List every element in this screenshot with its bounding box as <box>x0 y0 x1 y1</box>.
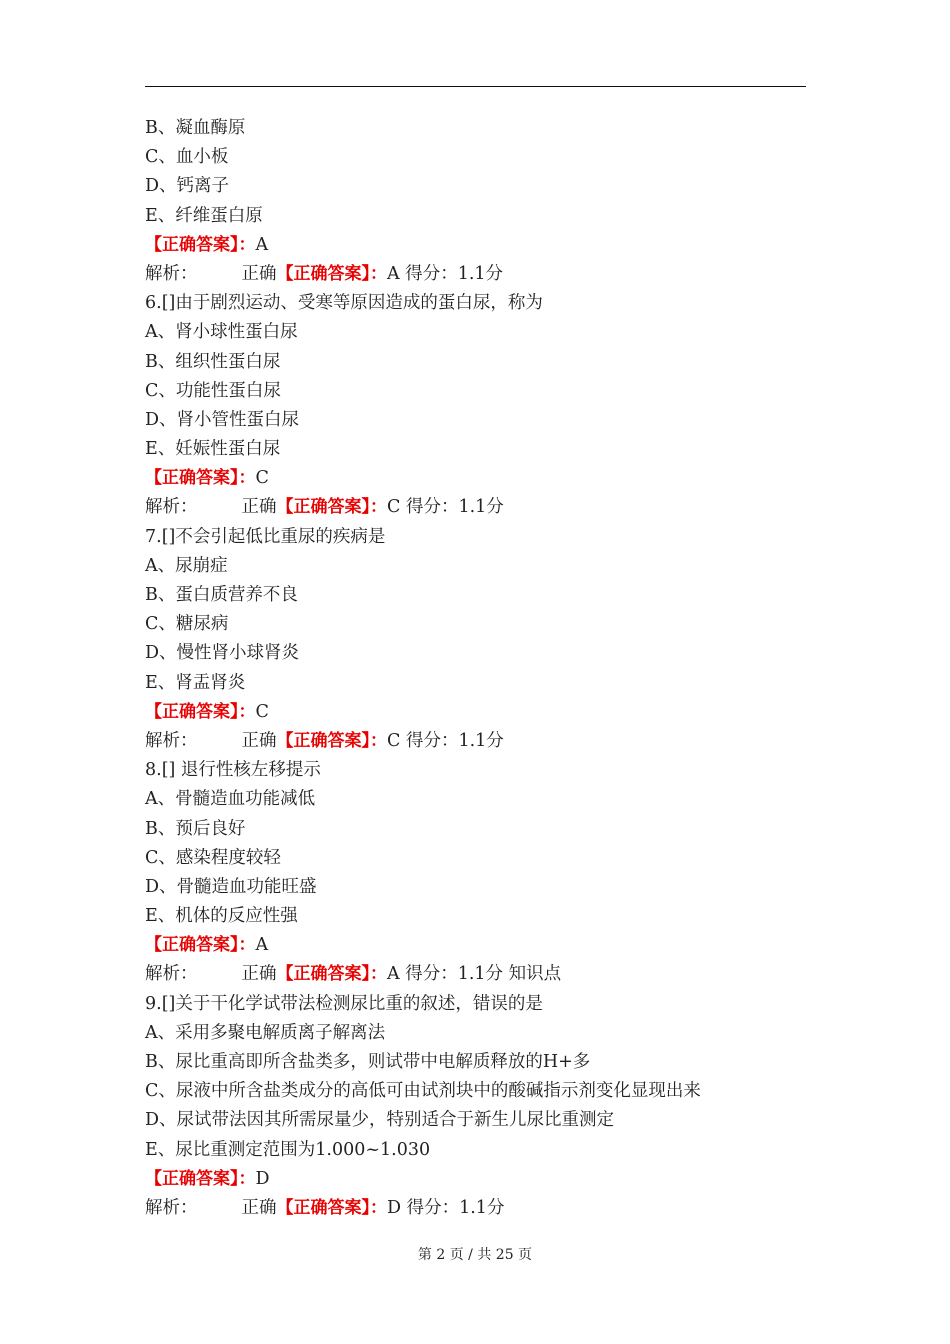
text-line: E、纤维蛋白原 <box>145 205 263 226</box>
answer-value: A <box>255 234 269 255</box>
answer-label: 【正确答案】： <box>276 263 387 284</box>
answer-value: A <box>255 935 269 956</box>
text-line: 9.[]关于干化学试带法检测尿比重的叙述，错误的是 <box>145 993 543 1014</box>
page-footer: 第 2 页 / 共 25 页 <box>417 1247 533 1263</box>
text-line: D、骨髓造血功能旺盛 <box>145 876 317 897</box>
answer-line <box>145 231 825 260</box>
score-text: 得分：1.1分 <box>406 1197 505 1218</box>
analysis-status: 正确 <box>241 497 277 518</box>
text-line: C、尿液中所含盐类成分的高低可由试剂块中的酸碱指示剂变化显现出来 <box>145 1081 701 1102</box>
analysis-prefix: 解析： <box>145 497 198 518</box>
answer-line <box>145 1165 825 1194</box>
score-text: 得分：1.1分 知识点 <box>405 964 562 985</box>
answer-line <box>145 931 825 960</box>
analysis-status: 正确 <box>241 964 277 985</box>
header-rule <box>145 86 806 87</box>
analysis-prefix: 解析： <box>145 730 198 751</box>
answer-label: 【正确答案】： <box>145 1168 256 1189</box>
text-line: B、凝血酶原 <box>145 118 246 138</box>
text-line: C、糖尿病 <box>145 614 229 635</box>
score-text: 得分：1.1分 <box>405 730 504 751</box>
analysis-line <box>145 260 825 289</box>
text-line: E、机体的反应性强 <box>145 906 298 927</box>
text-line: B、尿比重高即所含盐类多，则试带中电解质释放的H+多 <box>145 1052 591 1072</box>
answer-label: 【正确答案】： <box>276 1197 387 1218</box>
text-line: D、钙离子 <box>145 176 230 197</box>
text-line: E、尿比重测定范围为1.000~1.030 <box>145 1139 431 1160</box>
text-line: 8.[] 退行性核左移提示 <box>145 760 321 781</box>
answer-value: C <box>255 701 269 722</box>
answer-value: C <box>255 468 269 489</box>
analysis-line <box>145 493 825 522</box>
answer-value: C <box>387 497 401 518</box>
text-line: A、肾小球性蛋白尿 <box>145 322 298 343</box>
analysis-status: 正确 <box>241 1197 277 1218</box>
text-line: C、血小板 <box>145 147 229 168</box>
answer-value: C <box>387 730 401 751</box>
answer-label: 【正确答案】： <box>276 497 387 518</box>
text-line: A、采用多聚电解质离子解离法 <box>145 1022 386 1043</box>
analysis-line <box>145 1194 825 1223</box>
analysis-prefix: 解析： <box>145 263 198 284</box>
analysis-prefix: 解析： <box>145 964 198 985</box>
text-line: E、妊娠性蛋白尿 <box>145 439 281 460</box>
answer-label: 【正确答案】： <box>145 701 256 722</box>
analysis-status: 正确 <box>241 730 277 751</box>
text-line: C、感染程度较轻 <box>145 847 281 868</box>
text-line: A、骨髓造血功能减低 <box>145 789 316 810</box>
text-line: D、尿试带法因其所需尿量少，特别适合于新生儿尿比重测定 <box>145 1110 615 1131</box>
text-line: D、肾小管性蛋白尿 <box>145 409 300 430</box>
text-line: 7.[]不会引起低比重尿的疾病是 <box>145 526 386 547</box>
analysis-status: 正确 <box>241 263 277 284</box>
answer-label: 【正确答案】： <box>145 234 256 255</box>
text-line: E、肾盂肾炎 <box>145 672 246 693</box>
answer-label: 【正确答案】： <box>276 964 387 985</box>
text-line: 6.[]由于剧烈运动、受寒等原因造成的蛋白尿，称为 <box>145 293 543 314</box>
answer-line <box>145 464 825 493</box>
answer-label: 【正确答案】： <box>145 935 256 956</box>
answer-label: 【正确答案】： <box>276 730 387 751</box>
text-line: B、预后良好 <box>145 818 246 839</box>
text-line: C、功能性蛋白尿 <box>145 380 281 401</box>
answer-value: D <box>255 1168 270 1189</box>
text-line: A、尿崩症 <box>145 555 228 576</box>
analysis-line <box>145 960 825 989</box>
answer-value: D <box>387 1197 402 1218</box>
answer-label: 【正确答案】： <box>145 468 256 489</box>
answer-line <box>145 698 825 727</box>
document-body <box>145 114 825 1223</box>
analysis-line <box>145 727 825 756</box>
answer-value: A <box>387 964 400 985</box>
text-line: B、蛋白质营养不良 <box>145 585 298 605</box>
text-line: D、慢性肾小球肾炎 <box>145 643 300 664</box>
score-text: 得分：1.1分 <box>405 497 504 518</box>
text-line: B、组织性蛋白尿 <box>145 351 281 372</box>
analysis-prefix: 解析： <box>145 1197 198 1218</box>
score-text: 得分：1.1分 <box>405 263 504 284</box>
answer-value: A <box>387 263 400 284</box>
